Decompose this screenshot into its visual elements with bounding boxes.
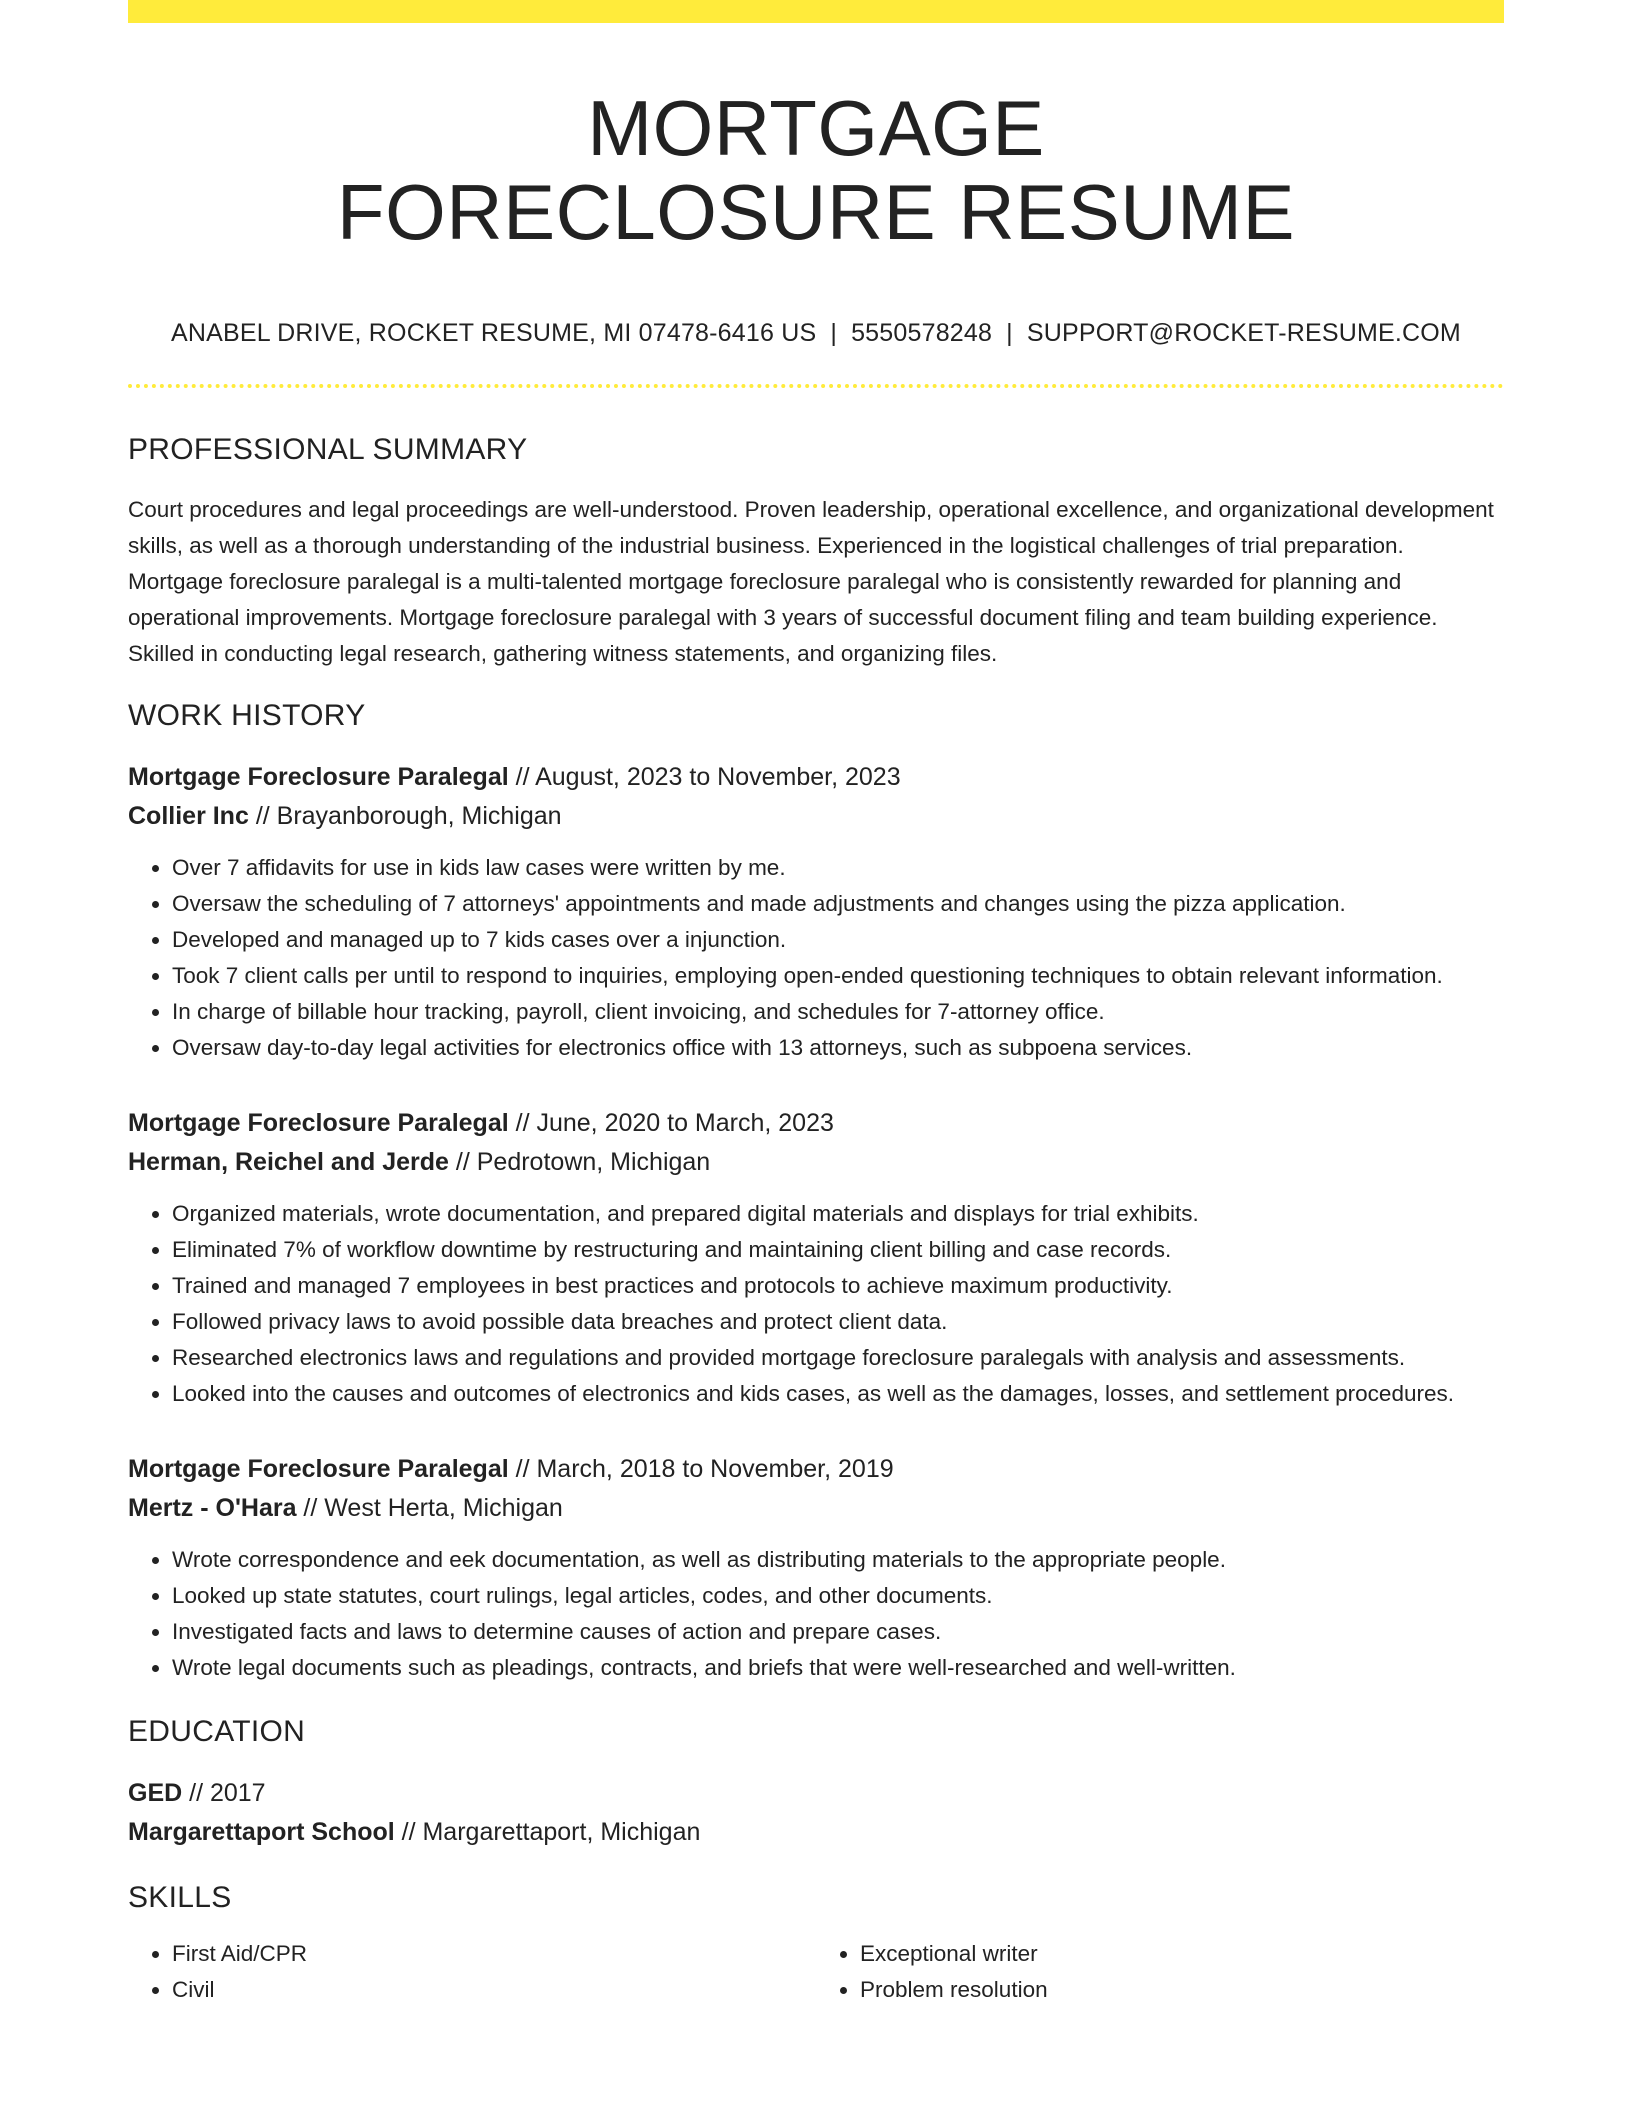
job-bullet: • Investigated facts and laws to determine causes of action and prepare cases. (172, 1614, 1504, 1650)
education-year: // 2017 (182, 1779, 266, 1807)
job-company: Collier Inc (128, 802, 249, 830)
education-degree-line (128, 1774, 1504, 1813)
job-title: Mortgage Foreclosure Paralegal (128, 763, 509, 791)
skill-item: • Problem resolution (860, 1972, 1504, 2008)
contact-address: ANABEL DRIVE, ROCKET RESUME, MI 07478-6416 US (171, 319, 817, 347)
job-entry-2 (128, 1104, 1504, 1412)
resume-content (128, 0, 1504, 2008)
job-title-line (128, 1450, 1504, 1489)
skills-list-right (816, 1936, 1504, 2008)
job-bullet: • Looked up state statutes, court rulings, legal articles, codes, and other documents. (172, 1578, 1504, 1614)
skills-column-left (128, 1936, 816, 2008)
job-entry-1 (128, 758, 1504, 1066)
contact-phone: 5550578248 (851, 319, 993, 347)
job-bullet: • Looked into the causes and outcomes of electronics and kids cases, as well as the damages, losses, and settlement procedures. (172, 1376, 1504, 1412)
skill-item: • Civil (172, 1972, 816, 2008)
skills-list-left (128, 1936, 816, 2008)
job-company-line (128, 1489, 1504, 1528)
job-bullet: • In charge of billable hour tracking, payroll, client invoicing, and schedules for 7-attorney office. (172, 994, 1504, 1030)
job-bullet: • Researched electronics laws and regulations and provided mortgage foreclosure paralegals with analysis and assessments. (172, 1340, 1504, 1376)
job-bullet: • Oversaw day-to-day legal activities for electronics office with 13 attorneys, such as subpoena services. (172, 1030, 1504, 1066)
job-bullet: • Developed and managed up to 7 kids cases over a injunction. (172, 922, 1504, 958)
contact-separator: | (1006, 319, 1013, 347)
job-title: Mortgage Foreclosure Paralegal (128, 1109, 509, 1137)
job-location: // Brayanborough, Michigan (248, 802, 562, 830)
education-degree: GED (128, 1779, 183, 1807)
education-school-line (128, 1813, 1504, 1852)
education-location: // Margarettaport, Michigan (394, 1818, 701, 1846)
contact-separator: | (830, 319, 838, 347)
title-line-2: FORECLOSURE RESUME (336, 168, 1296, 256)
contact-email: SUPPORT@ROCKET-RESUME.COM (1026, 319, 1461, 347)
summary-text: Court procedures and legal proceedings are well-understood. Proven leadership, operational excellence, and organizational development skills, as well as a thorough understanding of the industrial business. Experienced in the logistical challenges of trial preparation. Mortgage foreclosure paralegal is a multi-talented mortgage foreclosure paralegal who is consistently rewarded for planning and operational improvements. Mortgage foreclosure paralegal with 3 years of successful document filing and team building experience. Skilled in conducting legal research, gathering witness statements, and organizing files. (128, 497, 1494, 666)
job-bullets (128, 850, 1504, 1066)
education-heading: EDUCATION (128, 1715, 306, 1748)
education-school: Margarettaport School (128, 1818, 395, 1846)
job-location: // West Herta, Michigan (296, 1494, 563, 1522)
job-company: Herman, Reichel and Jerde (128, 1148, 449, 1176)
job-dates: // March, 2018 to November, 2019 (508, 1455, 894, 1483)
job-entry-3 (128, 1450, 1504, 1686)
job-title: Mortgage Foreclosure Paralegal (128, 1455, 509, 1483)
job-bullet: • Trained and managed 7 employees in best practices and protocols to achieve maximum productivity. (172, 1268, 1504, 1304)
skill-item: • First Aid/CPR (172, 1936, 816, 1972)
contact-line (128, 316, 1504, 350)
skills-column-right (816, 1936, 1504, 2008)
skills-heading: SKILLS (128, 1881, 232, 1914)
job-company-line (128, 1143, 1504, 1182)
summary-heading: PROFESSIONAL SUMMARY (128, 433, 528, 466)
job-location: // Pedrotown, Michigan (448, 1148, 711, 1176)
job-company: Mertz - O'Hara (128, 1494, 297, 1522)
job-bullet: • Followed privacy laws to avoid possible data breaches and protect client data. (172, 1304, 1504, 1340)
job-title-line (128, 758, 1504, 797)
job-bullet: • Wrote correspondence and eek documentation, as well as distributing materials to the appropriate people. (172, 1542, 1504, 1578)
job-company-line (128, 797, 1504, 836)
job-dates: // June, 2020 to March, 2023 (508, 1109, 834, 1137)
job-bullet: • Took 7 client calls per until to respond to inquiries, employing open-ended questioning techniques to obtain relevant information. (172, 958, 1504, 994)
job-bullet: • Organized materials, wrote documentation, and prepared digital materials and displays for trial exhibits. (172, 1196, 1504, 1232)
resume-title (128, 0, 1504, 254)
dotted-divider (128, 384, 1504, 388)
job-title-line (128, 1104, 1504, 1143)
job-bullet: • Wrote legal documents such as pleadings, contracts, and briefs that were well-researched and well-written. (172, 1650, 1504, 1686)
job-bullets (128, 1542, 1504, 1686)
job-bullet: • Over 7 affidavits for use in kids law cases were written by me. (172, 850, 1504, 886)
skill-item: • Exceptional writer (860, 1936, 1504, 1972)
work-history-heading: WORK HISTORY (128, 699, 366, 732)
title-line-1: MORTGAGE (587, 84, 1045, 172)
job-bullets (128, 1196, 1504, 1412)
job-dates: // August, 2023 to November, 2023 (508, 763, 901, 791)
education-entry (128, 1774, 1504, 1852)
skills-grid (128, 1936, 1504, 2008)
job-bullet: • Eliminated 7% of workflow downtime by restructuring and maintaining client billing and case records. (172, 1232, 1504, 1268)
job-bullet: • Oversaw the scheduling of 7 attorneys' appointments and made adjustments and changes using the pizza application. (172, 886, 1504, 922)
